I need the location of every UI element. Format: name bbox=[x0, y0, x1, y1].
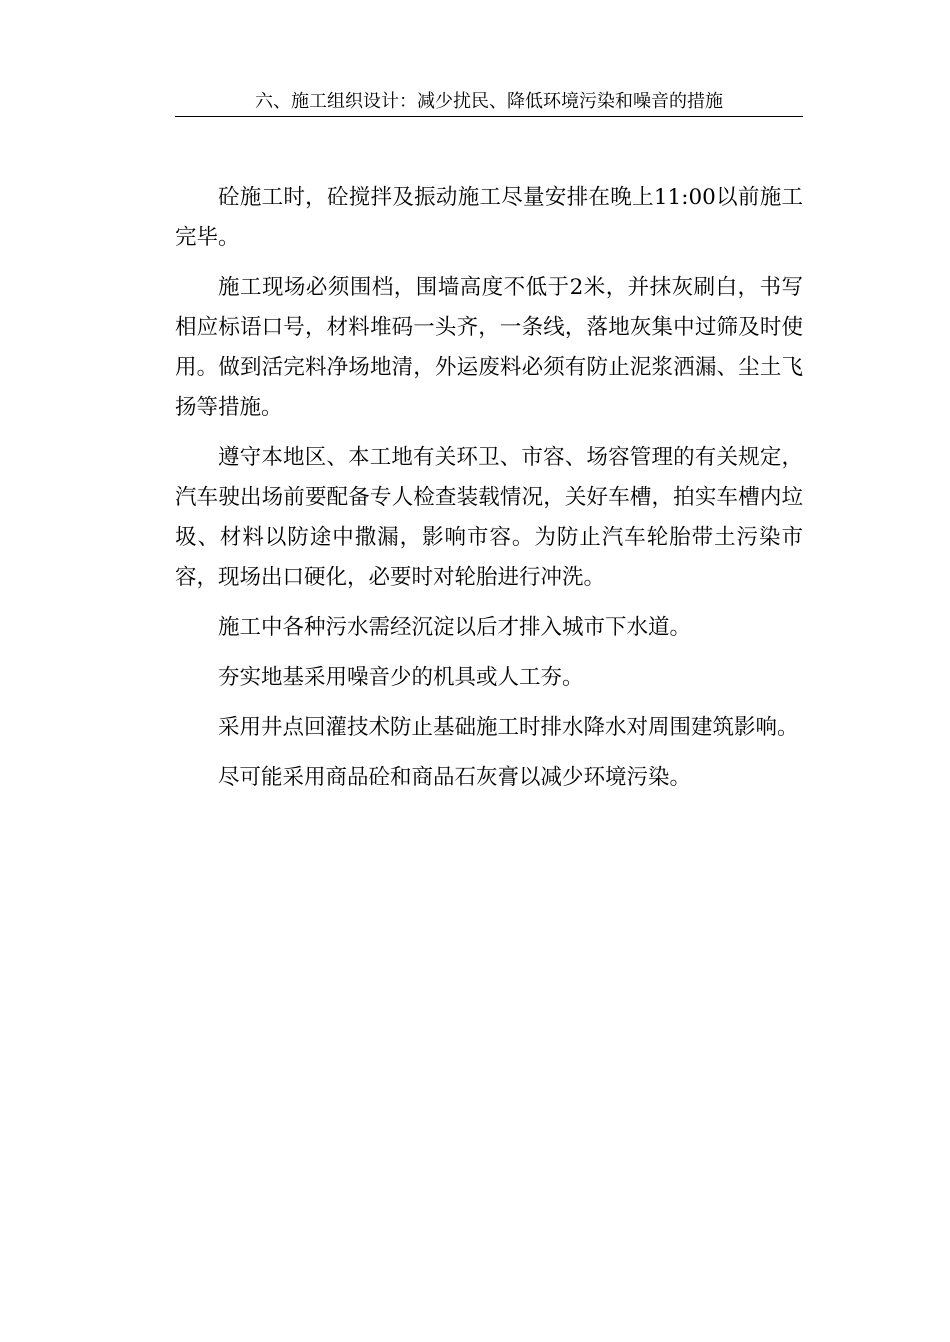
paragraph-site-enclosure: 施工现场必须围档，围墙高度不低于2米，并抹灰刷白，书写相应标语口号，材料堆码一头齐，一条线，落地灰集中过筛及时使用。做到活完料净场地清，外运废料必须有防止泥浆洒漏、尘土飞扬等措施。 bbox=[175, 275, 803, 420]
document-body bbox=[175, 178, 803, 808]
paragraph-ready-mix: 尽可能采用商品砼和商品石灰膏以减少环境污染。 bbox=[218, 765, 692, 790]
paragraph-wastewater: 施工中各种污水需经沉淀以后才排入城市下水道。 bbox=[218, 615, 692, 640]
page-header bbox=[175, 92, 803, 117]
paragraph-sanitation-rules: 遵守本地区、本工地有关环卫、市容、场容管理的有关规定，汽车驶出场前要配备专人检查装载情况，关好车槽，拍实车槽内垃圾、材料以防途中撒漏，影响市容。为防止汽车轮胎带土污染市容，现场出口硬化，必要时对轮胎进行冲洗。 bbox=[175, 445, 803, 590]
paragraph-ground-compaction: 夯实地基采用噪音少的机具或人工夯。 bbox=[218, 665, 584, 690]
header-title: 六、施工组织设计：减少扰民、降低环境污染和噪音的措施 bbox=[255, 91, 723, 112]
paragraph-concrete-schedule: 砼施工时，砼搅拌及振动施工尽量安排在晚上11:00以前施工完毕。 bbox=[175, 185, 803, 250]
paragraph-well-point-recharge: 采用井点回灌技术防止基础施工时排水降水对周围建筑影响。 bbox=[218, 715, 799, 740]
